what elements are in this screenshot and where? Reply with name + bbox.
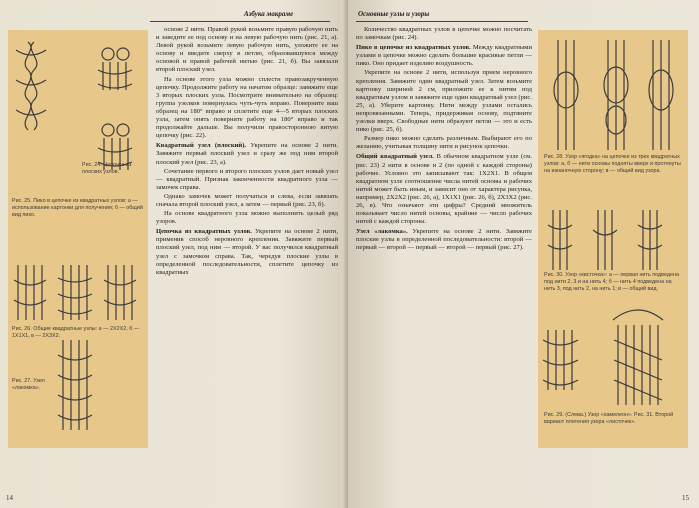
right-header-rule <box>356 21 528 22</box>
left-paragraph: Квадратный узел (плоский). Укрепите на основе 2 нити. Завяжите первый плоский узел и сразу же под ним второй плоский узел (рис. 23, а). <box>156 142 338 166</box>
left-header-rule <box>150 21 330 22</box>
page-number-right: 15 <box>682 494 689 502</box>
right-running-header: Основные узлы и узоры <box>358 10 430 18</box>
section-heading: Узел «лакомка». <box>356 228 408 236</box>
right-illustration-panel <box>538 30 688 448</box>
section-heading: Общий квадратный узел. <box>356 153 434 161</box>
fig28-caption: Рис. 28. Узор «ягодка» на цепочке из трех квадратных узлов: а, б — нити основы подняты вверх и протянуты на изнаночную сторону; в — общий вид узора. <box>544 154 681 174</box>
left-text-column <box>156 26 338 278</box>
fig30-caption: Рис. 30. Узор «кисточка»: а — первая нить подведена под нити 2, 3 и на нить 4; б — нить 4 подведена на нить 3, под нить 2, на нить 1; в — общий вид. <box>544 272 679 292</box>
page-number-left: 14 <box>6 494 13 502</box>
left-paragraph: Однако замочек может получаться и слева, если завязать сначала второй плоский узел, а затем — первый (рис. 23, б). <box>156 192 338 208</box>
left-paragraph: основе 2 нити. Правой рукой возьмите правую рабочую нить и заведите ее под основу и на левую рабочую нить (рис. 21, а). Левой рукой возьмите левую рабочую нить, уложите ее на основу и введите сверху в петлю, образовавшуюся между основой и правой рабочей нитью (рис. 21, б). Вы завязали второй плоский узел. <box>156 26 338 74</box>
left-running-header: Азбука макраме <box>244 10 294 18</box>
left-paragraph: Цепочка из квадратных узлов. Укрепите на основе 2 нити, применив способ неровного крепления. Завяжите первый плоский узел, под ним — второй. У вас получился квадратный узел с замочком справа. Так, чередуя плоские узлы в определенной последовательности, сплетите цепочку из квадратных <box>156 228 338 276</box>
left-illustration-panel <box>8 30 148 448</box>
left-paragraph: На основе этого узла можно сплести правозакрученную цепочку. Продолжите работу на начатом образце: завяжите еще 3 вторых плоских узла. Посмотрите внимательно на образец: группа узелков повернулась чуть-чуть вправо. Поверните ваш образец на 180° вправо и сплетите еще 4—5 вторых плоских узла, затем опять поверните работу на 180° вправо и так продолжайте дальше. Вы получили правосторонною витую цепочку (рис. 22). <box>156 75 338 140</box>
right-paragraph: Количество квадратных узлов в цепочке можно посчитать по замочкам (рис. 24). <box>356 26 532 42</box>
section-heading: Пико в цепочке из квадратных узлов. <box>356 44 471 52</box>
right-paragraph: Размер пико можно сделать различным. Выбирают его по желанию, учитывая толщину нити и рисунок цепочки. <box>356 135 532 151</box>
left-page <box>0 0 348 508</box>
fig24-caption: Рис. 24. Цепочка из плоских узлов. <box>82 162 132 175</box>
fig25-caption: Рис. 25. Пико в цепочке из квадратных узлов: а — использование картонки для получения; б — общий вид пико. <box>12 198 143 218</box>
right-paragraph: Узел «лакомка». Укрепите на основе 2 нити. Завяжите плоские узлы в определенной последовательности: второй — первый — второй — первый — второй — первый (рис. 27). <box>356 228 532 252</box>
macrame-drawings-right <box>538 30 688 448</box>
section-heading: Цепочка из квадратных узлов. <box>156 228 252 236</box>
right-paragraph: Укрепите на основе 2 нити, используя прием неровного крепления. Завяжите один квадратный узел. Затем возьмите картонку шириной 2 см, приложите ее к нитям под квадратным узлом и завяжите еще один квадратный узел (рис. 25, а). Уберите картонку. Нити между узлами остались непровязанными. Теперь, придерживая основу, подтяните узелки вверх. Свободные нити образуют петли — это и есть пико (рис. 25, б). <box>356 69 532 134</box>
section-heading: Квадратный узел (плоский). <box>156 142 247 150</box>
fig29-31-caption: Рис. 29. (Слева.) Узор «хамелеон». Рис. 31. Второй вариант плетения узора «листочек». <box>544 412 674 425</box>
right-paragraph: Пико в цепочке из квадратных узлов. Между квадратными узлами в цепочке можно сделать большие красивые петли — пико. Оно придает изделию воздушность. <box>356 44 532 68</box>
right-paragraph: Общий квадратный узел. В обычном квадратном узле (см. рис. 23) 2 нити в основе и 2 (по одной с каждой стороны) рабочие. Условно это записывают так: 1Х2Х1. В общем квадратном узле соотношение числа нитей основы и рабочих нитей может быть иным, и зависит оно от характера рисунка, например, 2Х2Х2 (рис. 26, а), 1Х1Х1 (рис. 26, б), 2Х3Х2 (рис. 26, в). Что означают эти цифры? Средний множитель показывает число нитей основы, крайние — число рабочих нитей с каждой стороны. <box>356 153 532 226</box>
right-page <box>348 0 699 508</box>
right-text-column <box>356 26 532 254</box>
left-paragraph: Сочетание первого и второго плоских узлов дает новый узел — квадратный. Признак законченности квадратного узла — замочек справа. <box>156 167 338 191</box>
fig27-caption: Рис. 27. Узел «лакомка». <box>12 378 45 391</box>
left-paragraph: На основе квадратного узла можно выполнить целый ряд узоров. <box>156 210 338 226</box>
fig26-caption: Рис. 26. Общие квадратные узлы: а — 2Х2Х2, б — 1Х1Х1, в — 2Х3Х2. <box>12 326 140 339</box>
